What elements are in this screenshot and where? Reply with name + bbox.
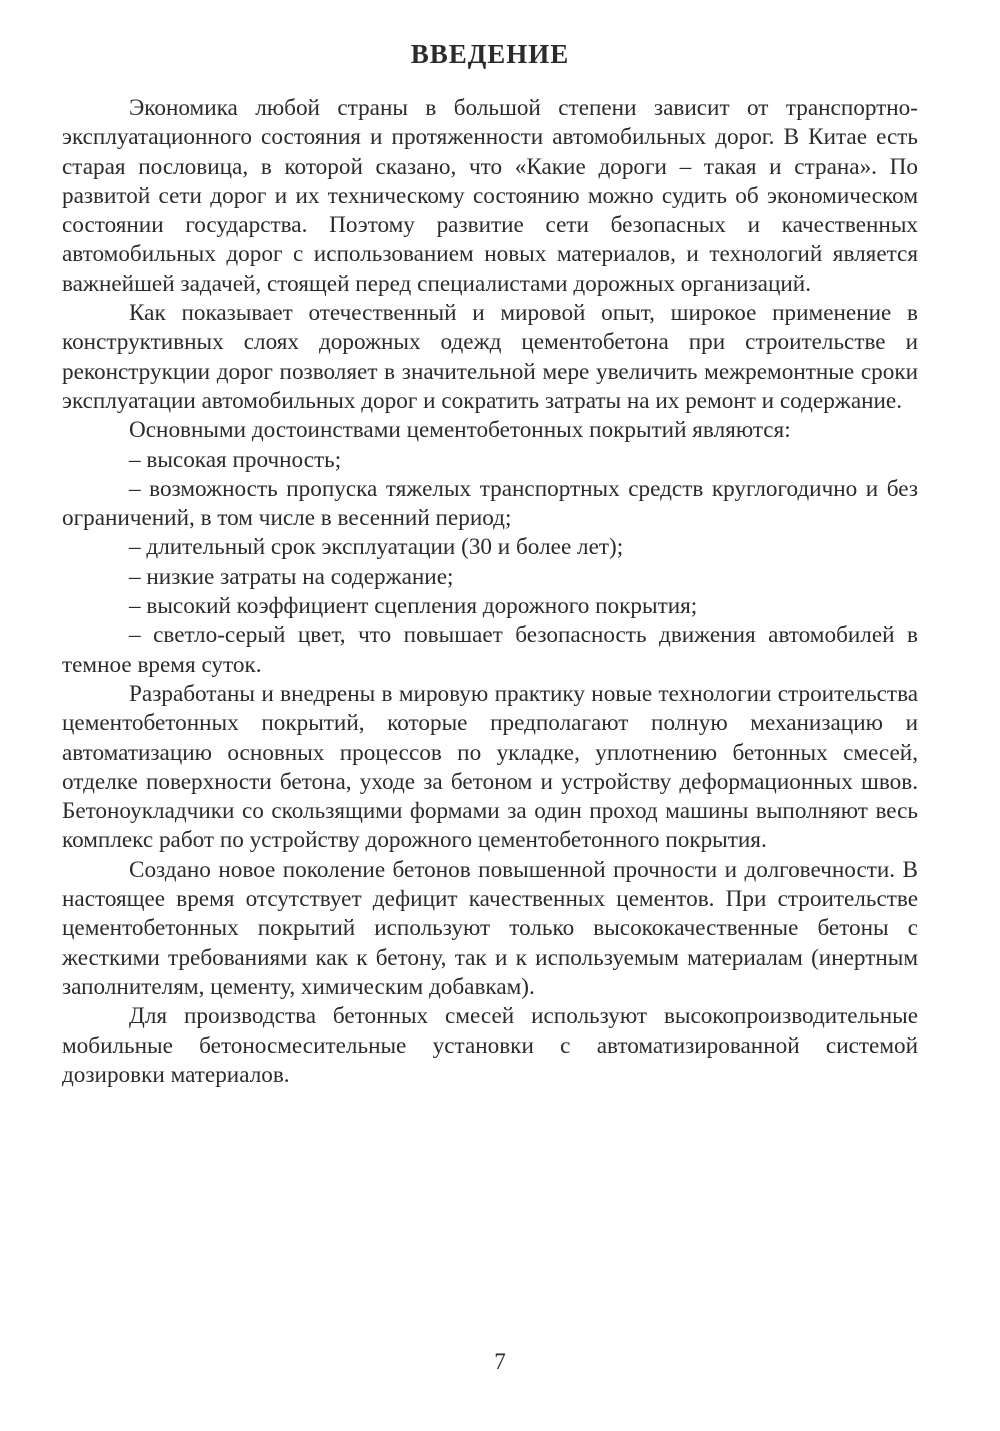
paragraph-advantages-intro: Основными достоинствами цементобетонных покрытий являются: bbox=[129, 417, 791, 444]
document-page bbox=[62, 30, 918, 1090]
paragraph-new-concrete: Создано новое поколение бетонов повышенной прочности и долговечности. В настоящее время отсутствует дефицит качественных цементов. При строительстве цементобетонных покрытий используют только высококачественные бетоны с жесткими требованиями как к бетону, так и к используемым материалам (инертным заполнителям, цементу, химическим добавкам). bbox=[62, 856, 918, 1000]
list-item-strength: – высокая прочность; bbox=[129, 446, 342, 473]
paragraph-economy: Экономика любой страны в большой степени зависит от транспортно-эксплуатационного состояния и протяженности автомобильных дорог. В Китае есть старая пословица, в которой сказано, что «Какие дороги – такая и страна». По развитой сети дорог и их техническому состоянию можно судить об экономическом состоянии государства. Поэтому развитие сети безопасных и качественных автомобильных дорог с использованием новых материалов, и технологий является важнейшей задачей, стоящей перед специалистами дорожных организаций. bbox=[62, 95, 918, 297]
paragraph-technologies: Разработаны и внедрены в мировую практику новые технологии строительства цементобетонных покрытий, которые предполагают полную механизацию и автоматизацию основных процессов по укладке, уплотнению бетонных смесей, отделке поверхности бетона, уходе за бетоном и устройству деформационных швов. Бетоноукладчики со скользящими формами за один проход машины выполняют весь комплекс работ по устройству дорожного цементобетонного покрытия. bbox=[62, 680, 918, 854]
list-item-grip: – высокий коэффициент сцепления дорожного покрытия; bbox=[129, 593, 698, 620]
list-item-heavy-vehicles: – возможность пропуска тяжелых транспортных средств круглогодично и без ограничений, в том числе в весенний период; bbox=[62, 475, 918, 532]
page-number: 7 bbox=[494, 1349, 506, 1374]
paragraph-mixing-plants: Для производства бетонных смесей используют высокопроизводительные мобильные бетоносмесительные установки с автоматизированной системой дозировки материалов. bbox=[62, 1003, 918, 1088]
list-item-maintenance-cost: – низкие затраты на содержание; bbox=[129, 563, 454, 590]
paragraph-experience: Как показывает отечественный и мировой опыт, широкое применение в конструктивных слоях дорожных одежд цементобетона при строительстве и реконструкции дорог позволяет в значительной мере увеличить межремонтные сроки эксплуатации автомобильных дорог и сократить затраты на их ремонт и содержание. bbox=[62, 300, 918, 414]
page-title: ВВЕДЕНИЕ bbox=[410, 39, 570, 69]
list-item-service-life: – длительный срок эксплуатации (30 и более лет); bbox=[129, 534, 624, 561]
list-item-color: – светло-серый цвет, что повышает безопасность движения автомобилей в темное время суток. bbox=[62, 622, 918, 678]
